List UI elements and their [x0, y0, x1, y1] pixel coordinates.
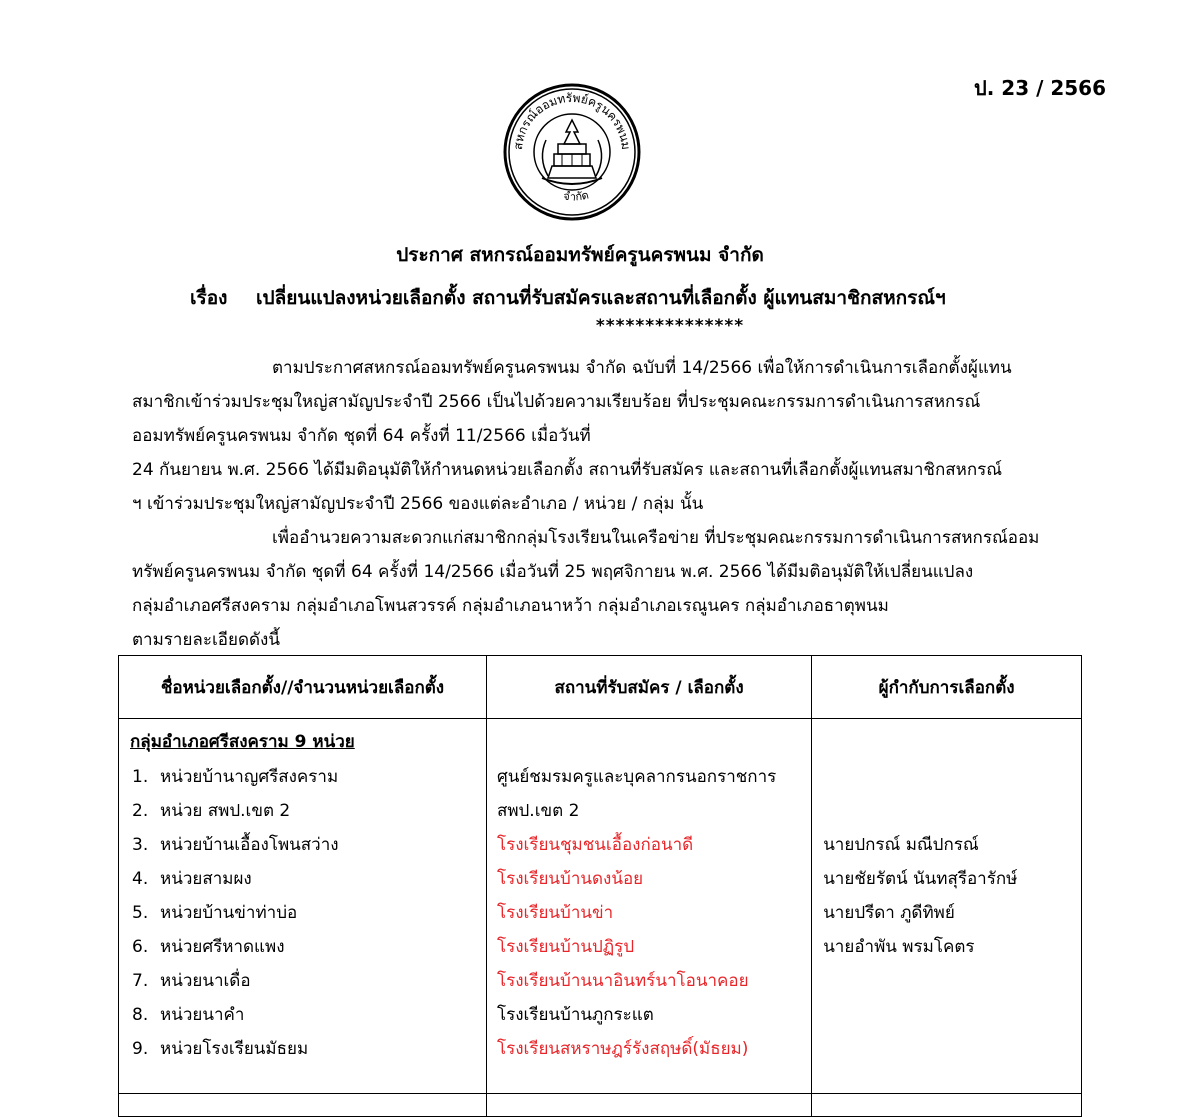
list-item: 1. หน่วยบ้านาญศรีสงคราม — [132, 767, 339, 787]
announcement-subject — [190, 283, 946, 313]
list-item: ศูนย์ชมรมครูและบุคลากรนอกราชการ — [496, 767, 777, 787]
paragraph-line: เพื่ออำนวยความสะดวกแก่สมาชิกกลุ่มโรงเรียนในเครือข่าย ที่ประชุมคณะกรรมการดำเนินการสหกรณ์ออม — [272, 528, 1040, 548]
list-item: 4. หน่วยสามผง — [132, 869, 252, 889]
paragraph-line: ออมทรัพย์ครูนครพนม จำกัด ชุดที่ 64 ครั้งที่ 11/2566 เมื่อวันที่ — [132, 426, 591, 446]
list-item: โรงเรียนบ้านนาอินทร์นาโอนาคอย — [496, 971, 749, 991]
group-title: กลุ่มอำเภอศรีสงคราม 9 หน่วย — [130, 732, 355, 752]
list-item: โรงเรียนบ้านปฏิรูป — [496, 937, 635, 957]
list-item: โรงเรียนบ้านดงน้อย — [496, 869, 644, 889]
list-item: 3. หน่วยบ้านเอื้องโพนสว่าง — [132, 835, 339, 855]
subject-label: เรื่อง — [190, 287, 228, 309]
supervisors-cell — [812, 719, 1082, 1094]
paragraph-line: 24 กันยายน พ.ศ. 2566 ได้มีมติอนุมัติให้กำหนดหน่วยเลือกตั้ง สถานที่รับสมัคร และสถานที่เลือกตั้งผู้แทนสมาชิกสหกรณ์ — [132, 460, 1003, 480]
list-item: 2. หน่วย สพป.เขต 2 — [132, 801, 291, 821]
supervisor-list — [823, 830, 1017, 966]
header-unit-name: ชื่อหน่วยเลือกตั้ง//จำนวนหน่วยเลือกตั้ง — [119, 656, 487, 719]
unit-list — [132, 762, 339, 1068]
list-item: นายปกรณ์ มณีปกรณ์ — [823, 835, 979, 855]
document-number: ป. 23 / 2566 — [974, 76, 1106, 100]
paragraph-line: ทรัพย์ครูนครพนม จำกัด ชุดที่ 64 ครั้งที่ 14/2566 เมื่อวันที่ 25 พฤศจิกายน พ.ศ. 2566 ได้มีมติอนุมัติให้เปลี่ยนแปลง — [132, 562, 974, 582]
list-item: 9. หน่วยโรงเรียนมัธยม — [132, 1039, 309, 1059]
list-item: โรงเรียนบ้านข่า — [496, 903, 614, 923]
paragraph-line: กลุ่มอำเภอศรีสงคราม กลุ่มอำเภอโพนสวรรค์ กลุ่มอำเภอนาหว้า กลุ่มอำเภอเรณูนคร กลุ่มอำเภอธาตุพนม — [132, 596, 889, 616]
table-row — [119, 1094, 1082, 1117]
list-item: นายชัยรัตน์ นันทสุรีอารักษ์ — [823, 869, 1018, 889]
table-header-row — [119, 656, 1082, 719]
units-cell — [119, 719, 487, 1094]
table-row — [119, 719, 1082, 1094]
list-item: โรงเรียนชุมชนเอื้องก่อนาดี — [496, 835, 694, 855]
places-cell — [486, 719, 811, 1094]
list-item: โรงเรียนบ้านภูกระแต — [496, 1005, 654, 1025]
paragraph-line: ฯ เข้าร่วมประชุมใหญ่สามัญประจำปี 2566 ของแต่ละอำเภอ / หน่วย / กลุ่ม นั้น — [132, 494, 704, 514]
list-item: 5. หน่วยบ้านข่าท่าบ่อ — [132, 903, 298, 923]
paragraph-line: ตามรายละเอียดดังนี้ — [132, 630, 280, 650]
subject-text: เปลี่ยนแปลงหน่วยเลือกตั้ง สถานที่รับสมัครและสถานที่เลือกตั้ง ผู้แทนสมาชิกสหกรณ์ฯ — [256, 287, 946, 309]
header-place: สถานที่รับสมัคร / เลือกตั้ง — [486, 656, 811, 719]
list-item: นายปรีดา ภูดีทิพย์ — [823, 903, 955, 923]
announcement-title: ประกาศ สหกรณ์ออมทรัพย์ครูนครพนม จำกัด — [396, 244, 764, 266]
election-units-table — [118, 655, 1082, 1117]
list-item: สพป.เขต 2 — [496, 801, 580, 821]
list-item: โรงเรียนสหราษฎร์รังสฤษดิ์(มัธยม) — [496, 1039, 749, 1059]
paragraph-line: ตามประกาศสหกรณ์ออมทรัพย์ครูนครพนม จำกัด ฉบับที่ 14/2566 เพื่อให้การดำเนินการเลือกตั้งผู้แทน — [272, 358, 1012, 378]
list-item: 6. หน่วยศรีหาดแพง — [132, 937, 285, 957]
place-list — [497, 762, 776, 1068]
list-item: 8. หน่วยนาคำ — [132, 1005, 245, 1025]
svg-text:จำกัด: จำกัด — [562, 188, 591, 204]
paragraph-line: สมาชิกเข้าร่วมประชุมใหญ่สามัญประจำปี 2566 เป็นไปด้วยความเรียบร้อย ที่ประชุมคณะกรรมการดำเนินการสหกรณ์ — [132, 392, 981, 412]
header-supervisor: ผู้กำกับการเลือกตั้ง — [812, 656, 1082, 719]
svg-text:สหกรณ์ออมทรัพย์ครูนครพนม: สหกรณ์ออมทรัพย์ครูนครพนม — [510, 90, 634, 151]
list-item: 7. หน่วยนาเดื่อ — [132, 971, 251, 991]
cooperative-seal-logo — [502, 82, 642, 222]
list-item: นายอำพัน พรมโคตร — [823, 937, 975, 957]
separator-stars: *************** — [595, 316, 745, 336]
